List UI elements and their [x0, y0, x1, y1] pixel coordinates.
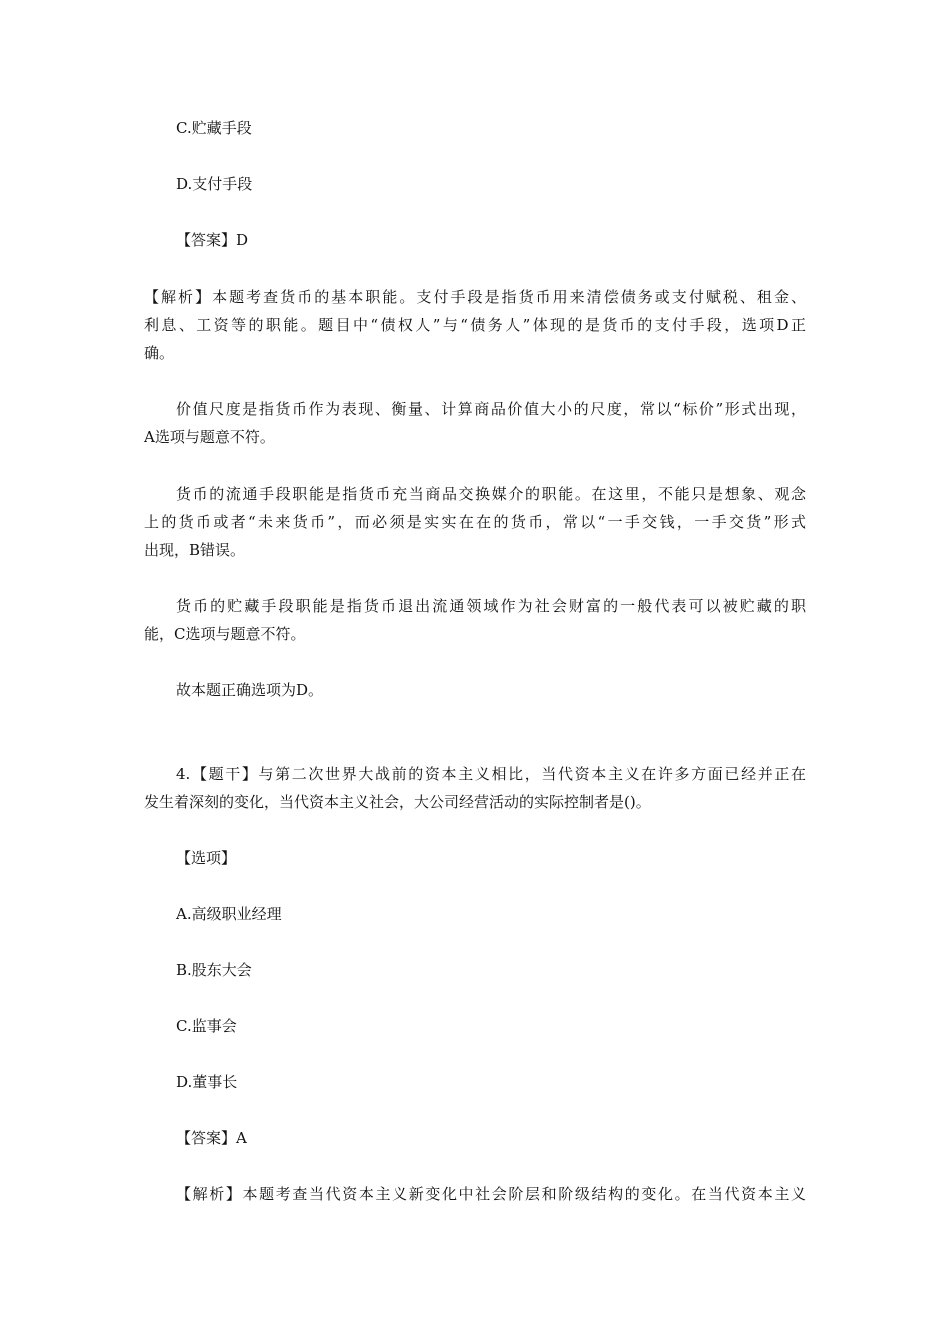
q4-stem-line-1: 4.【题干】与第二次世界大战前的资本主义相比，当代资本主义在许多方面已经并正在	[176, 765, 806, 783]
q4-options-label: 【选项】	[176, 849, 237, 867]
q4-option-b: B.股东大会	[176, 961, 252, 979]
q4-answer: 【答案】A	[176, 1129, 247, 1147]
q3-para-b-line-2: 上的货币或者“未来货币”，而必须是实实在在的货币，常以“一手交钱，一手交货”形式	[144, 513, 806, 531]
q4-option-c: C.监事会	[176, 1017, 237, 1035]
q3-para-b-line-1: 货币的流通手段职能是指货币充当商品交换媒介的职能。在这里，不能只是想象、观念	[176, 485, 806, 503]
q3-analysis-line-1: 【解析】本题考查货币的基本职能。支付手段是指货币用来清偿债务或支付赋税、租金、	[144, 288, 806, 306]
q3-answer: 【答案】D	[176, 231, 249, 249]
q3-conclusion: 故本题正确选项为D。	[176, 681, 324, 699]
q3-analysis-line-3: 确。	[144, 344, 175, 362]
q3-analysis-line-2: 利息、工资等的职能。题目中“债权人”与“债务人”体现的是货币的支付手段，选项D正	[144, 316, 806, 334]
q3-para-a-line-2: A选项与题意不符。	[144, 428, 275, 446]
q3-para-c-line-1: 货币的贮藏手段职能是指货币退出流通领域作为社会财富的一般代表可以被贮藏的职	[176, 597, 806, 615]
q4-analysis-line-1: 【解析】本题考查当代资本主义新变化中社会阶层和阶级结构的变化。在当代资本主义	[176, 1185, 806, 1203]
q3-para-b-line-3: 出现，B错误。	[144, 541, 246, 559]
q4-option-a: A.高级职业经理	[176, 905, 282, 923]
q4-option-d: D.董事长	[176, 1073, 238, 1091]
q3-para-a-line-1: 价值尺度是指货币作为表现、衡量、计算商品价值大小的尺度，常以“标价”形式出现，	[176, 400, 806, 418]
q4-stem-line-2: 发生着深刻的变化，当代资本主义社会，大公司经营活动的实际控制者是()。	[144, 793, 651, 811]
q3-option-d: D.支付手段	[176, 175, 253, 193]
q3-option-c: C.贮藏手段	[176, 119, 252, 137]
q3-para-c-line-2: 能，C选项与题意不符。	[144, 625, 306, 643]
